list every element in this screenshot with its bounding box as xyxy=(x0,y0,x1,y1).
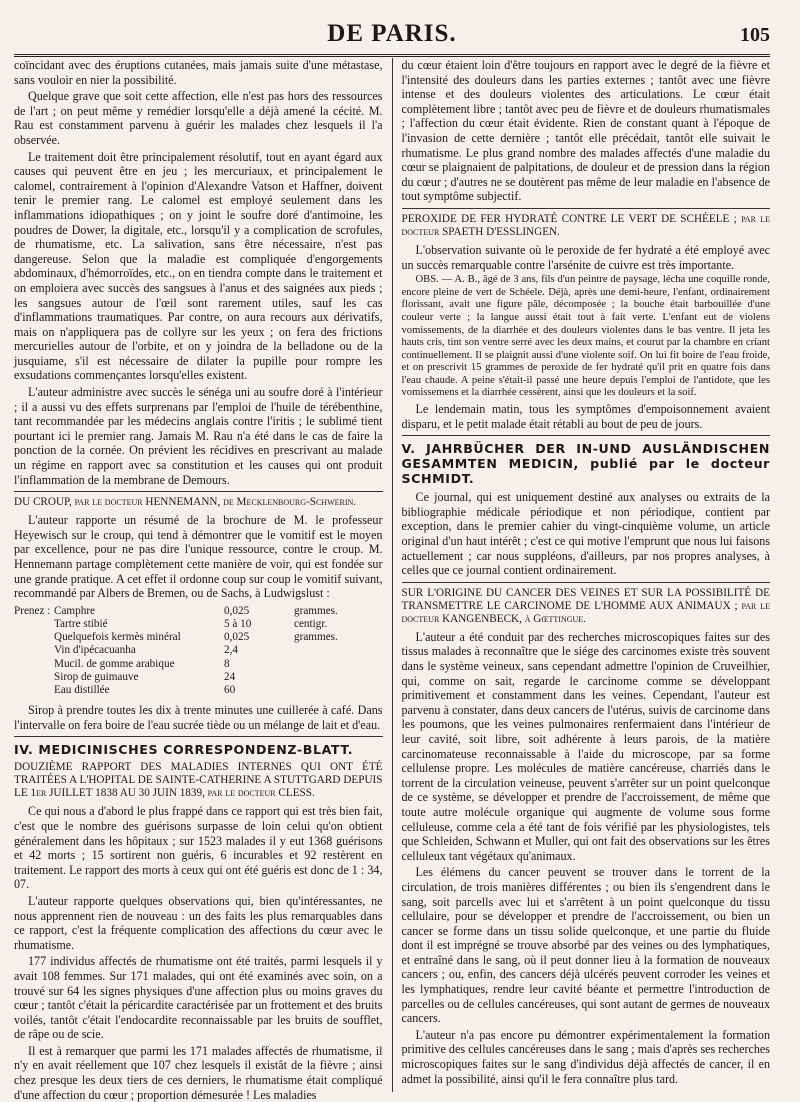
paragraph: du cœur étaient loin d'être toujours en rapport avec le degré de la fièvre et l'intensité des douleurs dans les parties externes ; tantôt avec une fièvre intense et des douleurs violentes des articulations. Le cœur était complètement libre ; tantôt avec peu de fièvre et de douleurs rhumatismales ; l'affection du cœur était évidente. Rien de constant quant à l'époque de l'invasion de cette dernière ; tantôt elle précédait, tantôt elle suivait le rhumatisme. Le plus grand nombre des malades affectés d'une maladie du cœur se plaignaient de palpitations, de douleur et de pression dans la région du cœur ; d'autres ne se doutèrent pas même de leur maladie en l'absence de tout symptôme subjectif. xyxy=(401,58,770,204)
section-rule xyxy=(14,491,383,492)
paragraph: L'auteur administre avec succès le sénéga uni au soufre doré à l'intérieur ; il a aussi vu des effets surprenans par l'emploi de l'huile de térébenthine, tant recommandée par les médecins anglais contre l'iritis ; le sublimé tient pourtant ici le premier rang. Jamais M. Rau n'a été dans le cas de faire la ponction de la cornée. On prévient les récidives en prescrivant au malade un régime en rapport avec sa constitution et les causes qui ont produit l'inflammation de la membrane de Demours. xyxy=(14,385,383,487)
article-heading-cancer: SUR L'ORIGINE DU CANCER DES VEINES ET SUR LA POSSIBILITÉ DE TRANSMETTRE LE CARCINOME DE L'HOMME AUX ANIMAUX ; par le docteur KANGENBECK, à Gœttingue. xyxy=(401,586,770,625)
paragraph: Quelque grave que soit cette affection, elle n'est pas hors des ressources de l'art ; on peut même y remédier lorsqu'elle a déjà amené la cécité. M. Rau est constamment parvenu à guérir les malades chez lesquels il l'a observée. xyxy=(14,89,383,147)
ingredient-name: Tartre stibié xyxy=(54,617,108,630)
section-title-v: V. JAHRBÜCHER DER IN-UND AUSLÄNDISCHEN GESAMMTEN MEDICIN, publié par le docteur SCHMIDT. xyxy=(401,441,770,487)
paragraph: L'auteur a été conduit par des recherches microscopiques faites sur des tissus malades à reconnaître que le siége des carcinomes existe très souvent dans le système veineux, sans cependant admettre l'opinion de Cruveilhier, qui, comme on sait, regarde le carcinome comme se développant primitivement et constamment dans les veines. Cependant, l'auteur est parvenu à constater, dans deux cancers de l'utérus, suivis de carcinome dans les poumons, que les veines pulmonaires renfermaient dans l'intérieur de leur cavité, soit libre, soit adhérente à leurs parois, de la matière carcinomateuse reconnaissable à l'aide du microscope, par sa forme cellulense propre. Les molécules de matière cancéreuse, charriés dans le torrent de la circulation veineuse, peuvent s'arrêter sur un point quelconque de ce système, se développer et prendre de l'accroissement, de même que toute autre molécule organique qui augmente de volume sous forme celluleuse, comme cela a été tant de fois vérifié par les physiologistes, tels que Schleiden, Schwann et Muller, qui ont fait des observations sur les êtres celluleux tant végétaux qu'animaux. xyxy=(401,629,770,863)
prescription-row xyxy=(14,631,383,644)
paragraph: Ce journal, qui est uniquement destiné aux analyses ou extraits de la bibliographie médicale périodique et non périodique, contient par exception, dans le premier cahier du vingt-cinquième volume, un article original d'un haut intérêt ; c'est ce qui motive l'emprunt que nous lui faisons actuellement ; car nous suppléons, d'ailleurs, par nos propres analyses, à celles que ce journal contient ordinairement. xyxy=(401,490,770,578)
paragraph: Ce qui nous a d'abord le plus frappé dans ce rapport qui est très bien fait, c'est que le nombre des guérisons surpasse de loin celui qu'on obtient généralement dans les hôpitaux ; sur 1523 malades il y eut 1368 guérisons et 42 morts ; 15 sortirent non guéris, 6 incurables et 92 restèrent en traitement. Le rapport des morts à ceux qui ont été guéris est donc de 1 : 34, 07. xyxy=(14,804,383,892)
ingredient-name: Camphre xyxy=(54,604,96,617)
ingredient-unit: centigr. xyxy=(294,617,328,630)
section-rule xyxy=(402,435,771,436)
ingredient-name: Quelquefois kermès minéral xyxy=(54,631,181,644)
prescription-row xyxy=(14,684,383,697)
article-heading-peroxide: PEROXIDE DE FER HYDRATÉ CONTRE LE VERT DE SCHÉELE ; par le docteur SPAETH D'ESSLINGEN. xyxy=(401,212,770,238)
ingredient-quantity: 60 xyxy=(224,684,236,696)
ingredient-quantity: 2,4 xyxy=(224,644,238,657)
observation-paragraph: OBS. — A. B., âgé de 3 ans, fils d'un peintre de paysage, lécha une coquille ronde, encore pleine de vert de Schéele. Déjà, après une demi-heure, l'enfant, ordinairement florissant, avait une figure pâle, décomposée ; la bouche était barbouillée d'une couleur verte ; la langue aussi était tout à fait verte. L'enfant eut de violens vomissements, de la diarrhée et des douleurs violentes dans le bas ventre. Il jeta les hauts cris, tint son ventre serré avec les deux mains, et courut par la chambre en criant continuellement. Il se plaignit aussi d'une violente soif. On lui fit boire de l'eau froide, et on prescrivit 15 grammes de peroxide de fer hydraté qu'il prit en quatre fois dans l'eau chaude. A peine s'était-il passé une heure depuis l'emploi de l'antidote, que les vomissemens et la diarrhée cessèrent, ainsi que les douleurs et la soif. xyxy=(401,274,770,399)
ingredient-unit xyxy=(294,658,383,671)
page-number: 105 xyxy=(740,24,770,46)
section-title-iv: IV. MEDICINISCHES CORRESPONDENZ-BLATT. xyxy=(14,742,354,758)
section-rule xyxy=(14,736,383,737)
paragraph: Le lendemain matin, tous les symptômes d'empoisonnement avaient disparu, et le petit malade était rétabli au bout de peu de jours. xyxy=(401,402,770,431)
ingredient-unit: grammes. xyxy=(294,604,338,617)
header-rule xyxy=(14,54,770,57)
paragraph: L'observation suivante où le peroxide de fer hydraté a été employé avec un succès remarquable contre l'arsénite de cuivre est très importante. xyxy=(401,242,770,272)
paragraph: Sirop à prendre toutes les dix à trente minutes une cuillerée à café. Dans l'intervalle on fera boire de l'eau sucrée tiède ou un mélange de lait et d'eau. xyxy=(14,703,383,732)
section-rule xyxy=(402,582,771,583)
running-title: DE PARIS. xyxy=(327,20,457,47)
two-column-body xyxy=(14,58,770,1102)
prescription-row xyxy=(14,658,383,671)
prescription-row xyxy=(14,644,383,657)
ingredient-quantity: 24 xyxy=(224,670,236,683)
page-header xyxy=(14,10,770,50)
prescription-table xyxy=(14,605,383,697)
ingredient-unit: grammes. xyxy=(294,631,338,644)
paragraph: Le traitement doit être principalement résolutif, tout en ayant égard aux causes qui peuvent être en jeu ; les mercuriaux, et principalement le calomel, contrairement à l'opinion d'Alexandre Vatson et Haffner, doivent tenir le premier rang. Le calomel est employé seulement dans les inflammations idiopathiques ; on y joint le soufre doré d'antimoine, les poudres de Dower, la digitale, etc., lorsqu'il y a complication de scrofules, de rhumatisme, etc. La salivation, sans être nécessaire, n'est pas dangereuse. Selon que la maladie est compliquée d'engorgements abdominaux, d'hémorroïdes, etc., on en tiendra compte dans le traitement et on emploiera avec succès des sangsues à l'anus et des saignées aux pieds ; les sangsues autour de l'œil sont rarement utiles, sauf les cas d'inflammations traumatiques. Par contre, on aura recours aux dérivatifs, mais on n'appliquera pas de collyre sur les yeux ; on fera des frictions mercurielles autour de l'orbite, et on y joindra de la belladone ou de la jusquiame, s'il est nécessaire de dilater la pupille pour rompre les exsudations commençantes lorsqu'elles existent. xyxy=(14,149,383,383)
ingredient-quantity: 5 à 10 xyxy=(224,617,252,630)
prescription-row xyxy=(14,671,383,684)
paragraph: L'auteur rapporte quelques observations qui, bien qu'intéressantes, ne nous apprennent rien de nouveau : un des faits les plus remarquables dans ce rapport, c'est la fréquente complication des affections du cœur avec le rhumatisme. xyxy=(14,893,383,952)
paragraph: L'auteur rapporte un résumé de la brochure de M. le professeur Heyewisch sur le croup, qui tend à démontrer que le vomitif est le moyen par excellence, pour ne pas dire l'unique ressource, contre le croup. M. Hennemann partage complètement cette manière de voir, qui est fondée sur une grande pratique. A cet effet il ordonne coup sur coup le vomitif suivant, recommandé par Albers de Bremen, ou de Sachs, à Ludwigslust : xyxy=(14,513,383,601)
ingredient-unit xyxy=(294,671,383,684)
prescription-prefix: Prenez : xyxy=(14,604,51,617)
article-heading-croup: DU CROUP, par le docteur HENNEMANN, de Mecklenbourg-Schwerin. xyxy=(14,496,357,509)
prescription-row xyxy=(14,618,383,631)
paragraph: L'auteur n'a pas encore pu démontrer expérimentalement la formation primitive des cellules cancéreuses dans le sang ; mais d'après ses recherches microscopiques faites sur le sang d'individus déjà affectés de cancer, il en admet la possibilité, ainsi qu'il le fera connaître plus tard. xyxy=(401,1027,770,1086)
paragraph: 177 individus affectés de rhumatisme ont été traités, parmi lesquels il y avait 108 femmes. Sur 171 malades, qui ont été examinés avec soin, on a trouvé sur 64 les signes physiques d'une affection plus ou moins graves du cœur ; tantôt c'était la péricardite caractérisée par un frottement et des bruits voilés, tantôt c'était l'endocardite reconnaissable par les bruits de soufflet, de râpe ou de scie. xyxy=(14,954,383,1042)
paragraph: coïncidant avec des éruptions cutanées, mais jamais suite d'une métastase, sans vouloir en nier la possibilité. xyxy=(14,58,383,87)
ingredient-unit xyxy=(294,684,383,697)
left-column xyxy=(14,58,392,1102)
prescription-row xyxy=(14,605,383,618)
ingredient-unit xyxy=(294,644,383,657)
ingredient-quantity: 8 xyxy=(224,657,230,670)
ingredient-quantity: 0,025 xyxy=(224,631,250,644)
ingredient-name: Mucil. de gomme arabique xyxy=(54,657,175,670)
section-rule xyxy=(402,208,771,209)
ingredient-name: Vin d'ipécacuanha xyxy=(54,644,136,657)
right-column xyxy=(393,58,771,1092)
paragraph: Les élémens du cancer peuvent se trouver dans le torrent de la circulation, de trois manières différentes ; ou bien ils s'engendrent dans le sang, soit parcells avec lui et s'arrêtent à un point quelconque du tissu cellulaire, pour se développer et prendre de l'accroissement, ou bien un cancer se forme dans un tissu solide quelconque, et une partie du fluide dont il est imprégné se trouve absorbé par des veines ou des lymphatiques, et entraîné dans le sang, où il peut donner lieu à la formation de nouveaux cancers ; ou, enfin, des cancers déjà ulcérés peuvent corroder les veines et les lymphatiques, rendre leur cavité béante et permettre l'introduction de parcelles ou de cellules cancéreuses, qui sont autant de germes de nouveaux cancers. xyxy=(401,865,770,1026)
ingredient-quantity: 0,025 xyxy=(224,604,250,617)
ingredient-name: Eau distillée xyxy=(54,684,110,696)
ingredient-name: Sirop de guimauve xyxy=(54,670,139,683)
article-heading-report: DOUZIÈME RAPPORT DES MALADIES INTERNES QUI ONT ÉTÉ TRAITÉES A L'HOPITAL DE SAINTE-CATHERINE A STUTTGARD DEPUIS LE 1er JUILLET 1838 AU 30 JUIN 1839, par le docteur CLESS. xyxy=(14,761,383,800)
paragraph: Il est à remarquer que parmi les 171 malades affectés de rhumatisme, il n'y en avait réellement que 107 chez lesquels il existât de la fièvre ; ainsi chez presque les deux tiers de ces derniers, le rhumatisme était compliqué d'une affection du cœur ; proportion démesurée ! Les maladies xyxy=(14,1043,383,1102)
